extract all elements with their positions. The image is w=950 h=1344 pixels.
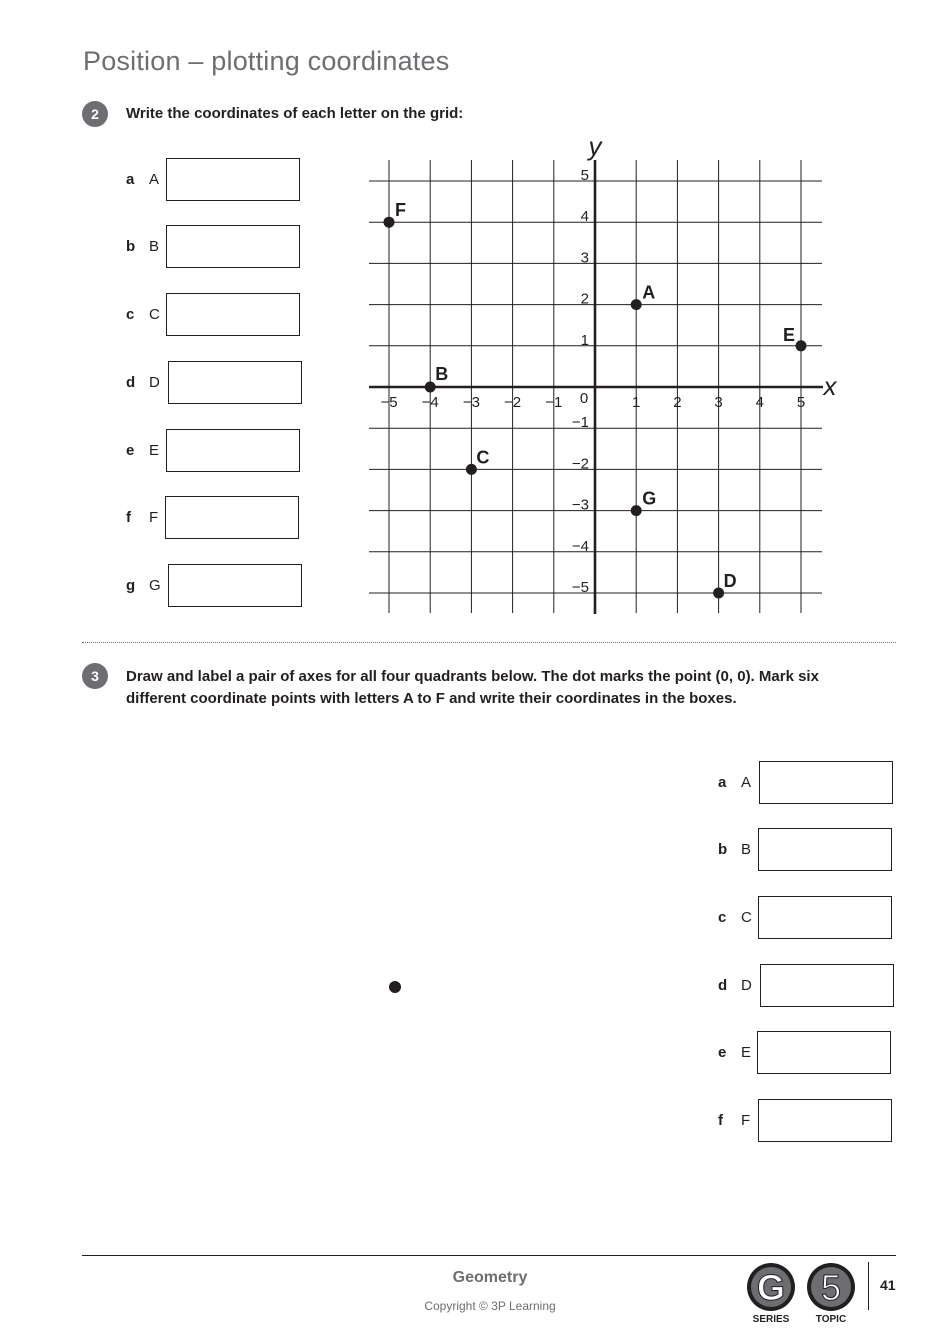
item-key: g	[126, 577, 136, 594]
item-letter: B	[149, 238, 160, 255]
item-letter: A	[149, 171, 160, 188]
x-tick-label: −3	[462, 394, 480, 411]
y-tick-label: −4	[571, 537, 589, 555]
y-tick-label: 2	[580, 290, 589, 308]
y-tick-label: 5	[580, 167, 589, 184]
item-letter: D	[149, 374, 160, 391]
item-key: a	[718, 774, 727, 791]
item-key: a	[126, 171, 135, 188]
x-tick-label: 1	[632, 394, 641, 411]
point-label-e: E	[782, 324, 795, 345]
page-number: 41	[880, 1277, 896, 1293]
point-e	[796, 340, 807, 351]
point-f	[384, 217, 395, 228]
item-letter: C	[741, 909, 752, 926]
item-key: f	[718, 1112, 723, 1129]
series-caption: SERIES	[752, 1314, 790, 1325]
x-tick-label: 4	[755, 394, 764, 411]
item-letter: E	[149, 442, 160, 459]
point-b	[425, 382, 436, 393]
answer-box-e[interactable]	[757, 1031, 891, 1074]
x-tick-label: −4	[421, 394, 439, 411]
item-key: e	[126, 442, 135, 459]
item-letter: A	[741, 774, 752, 791]
y-tick-label: 3	[580, 249, 589, 267]
point-label-b: B	[435, 364, 449, 384]
x-tick-label: −2	[504, 394, 522, 411]
item-letter: F	[149, 509, 159, 526]
section-divider	[82, 642, 896, 643]
point-label-a: A	[642, 282, 656, 303]
y-axis-label: y	[588, 131, 602, 161]
answer-box-b[interactable]	[758, 828, 892, 871]
point-c	[466, 464, 477, 475]
item-key: c	[126, 306, 135, 323]
question-instruction: Write the coordinates of each letter on the grid:	[126, 105, 464, 122]
point-label-f: F	[395, 200, 406, 221]
topic-logo-icon	[806, 1262, 856, 1312]
y-tick-label: 4	[580, 208, 589, 226]
x-tick-label: −5	[380, 394, 398, 411]
item-key: b	[126, 238, 136, 255]
item-letter: E	[741, 1044, 752, 1061]
origin-label: 0	[579, 390, 589, 407]
x-axis-label: x	[823, 371, 837, 401]
item-key: d	[718, 977, 728, 994]
answer-box-a[interactable]	[759, 761, 893, 804]
series-logo-icon	[746, 1262, 796, 1312]
y-tick-label: −3	[571, 496, 589, 514]
point-g	[631, 505, 642, 516]
y-tick-label: 1	[580, 331, 589, 349]
topic-number: 5	[820, 1267, 842, 1308]
coordinate-grid	[0, 0, 950, 640]
question-number-badge: 2	[82, 101, 108, 127]
point-label-g: G	[642, 488, 657, 509]
question-instruction-line-2: different coordinate points with letters A to F and write their coordinates in the boxes.	[126, 690, 737, 707]
answer-box-f[interactable]	[758, 1099, 892, 1142]
point-d	[713, 588, 724, 599]
x-tick-label: 5	[796, 394, 806, 411]
item-key: b	[718, 841, 728, 858]
y-tick-label: −2	[571, 455, 589, 473]
page-title: Position – plotting coordinates	[83, 46, 450, 76]
item-key: e	[718, 1044, 727, 1061]
item-letter: G	[149, 577, 161, 594]
x-tick-label: 2	[673, 394, 682, 411]
item-letter: C	[149, 306, 160, 323]
y-tick-label: −1	[571, 414, 589, 432]
point-a	[631, 299, 642, 310]
answer-box-c[interactable]	[758, 896, 892, 939]
point-label-c: C	[476, 447, 490, 468]
item-letter: F	[741, 1112, 751, 1129]
x-tick-label: −1	[545, 394, 563, 411]
item-letter: D	[741, 977, 752, 994]
footer-copyright: Copyright © 3P Learning	[424, 1299, 556, 1313]
footer-rule	[82, 1255, 896, 1256]
footer-subject: Geometry	[452, 1269, 528, 1286]
item-key: c	[718, 909, 727, 926]
topic-caption: TOPIC	[815, 1314, 847, 1325]
footer-separator	[868, 1262, 869, 1310]
origin-point-dot	[389, 981, 401, 993]
question-instruction-line-1: Draw and label a pair of axes for all four quadrants below. The dot marks the point (0, 0). Mark six	[126, 668, 819, 685]
item-key: d	[126, 374, 136, 391]
series-letter: G	[756, 1267, 786, 1308]
y-tick-label: −5	[571, 579, 589, 596]
item-letter: B	[741, 841, 752, 858]
x-tick-label: 3	[714, 394, 723, 411]
point-label-d: D	[723, 571, 737, 591]
question-number-badge: 3	[82, 663, 108, 689]
answer-box-d[interactable]	[760, 964, 894, 1007]
item-key: f	[126, 509, 131, 526]
